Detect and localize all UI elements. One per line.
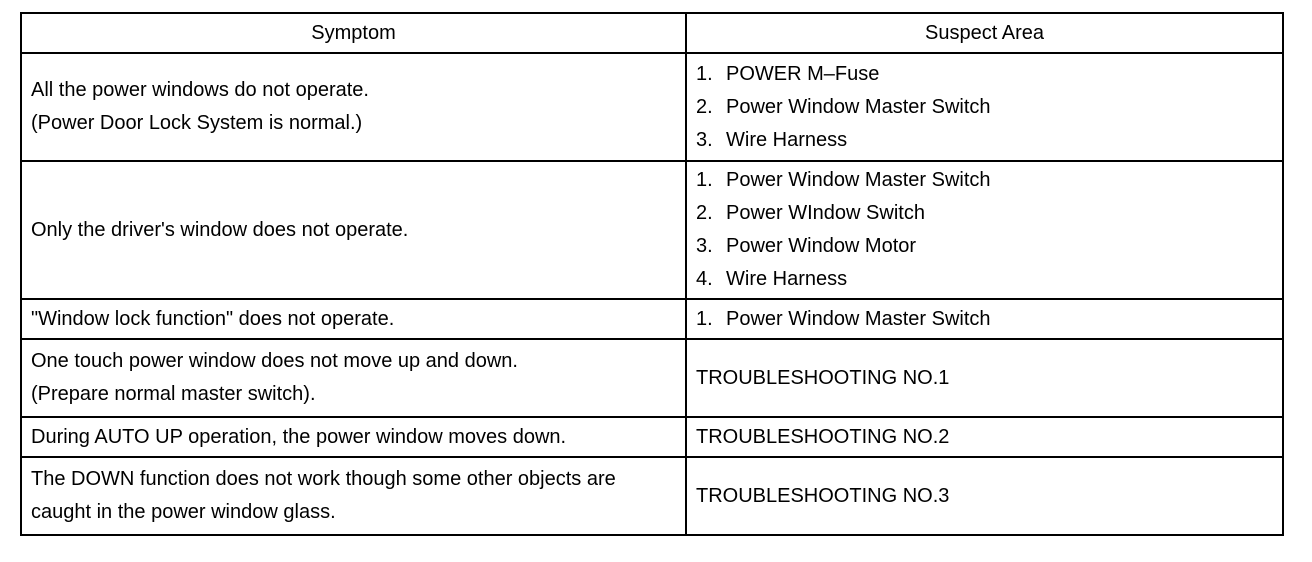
table-row — [21, 457, 1283, 535]
symptom-note: (Prepare normal master switch). — [31, 383, 316, 405]
troubleshooting-reference: TROUBLESHOOTING NO.1 — [696, 366, 950, 389]
symptom-note: (Power Door Lock System is normal.) — [31, 112, 363, 134]
symptom-cell — [21, 53, 686, 161]
symptom-cell — [21, 457, 686, 535]
suspect-area-cell — [686, 53, 1283, 161]
suspect-area-cell — [686, 417, 1283, 457]
suspect-item: 4. Wire Harness — [696, 268, 848, 290]
troubleshooting-table — [20, 12, 1284, 536]
table-row — [21, 339, 1283, 417]
suspect-area-cell — [686, 161, 1283, 299]
symptom-text-continued: caught in the power window glass. — [31, 501, 336, 523]
symptom-cell — [21, 299, 686, 339]
suspect-item: 2. Power Window Master Switch — [696, 95, 991, 118]
symptom-text: Only the driver's window does not operate. — [31, 218, 409, 241]
table-row — [21, 161, 1283, 299]
suspect-item: 1. POWER M–Fuse — [696, 62, 880, 85]
symptom-cell — [21, 339, 686, 417]
suspect-area-cell — [686, 299, 1283, 339]
symptom-text: All the power windows do not operate. — [31, 79, 369, 101]
table-row — [21, 299, 1283, 339]
symptom-cell — [21, 161, 686, 299]
table-row — [21, 417, 1283, 457]
symptom-text: The DOWN function does not work though some other objects are — [31, 468, 616, 490]
suspect-item: 1. Power Window Master Switch — [696, 169, 991, 191]
suspect-area-cell — [686, 339, 1283, 417]
suspect-item: 3. Wire Harness — [696, 128, 848, 151]
symptom-cell — [21, 417, 686, 457]
suspect-item: 2. Power WIndow Switch — [696, 202, 925, 224]
suspect-item: 3. Power Window Motor — [696, 235, 917, 257]
symptom-text: "Window lock function" does not operate. — [31, 307, 395, 330]
symptom-text: One touch power window does not move up and down. — [31, 350, 518, 372]
troubleshooting-reference: TROUBLESHOOTING NO.2 — [696, 425, 950, 448]
suspect-area-cell — [686, 457, 1283, 535]
table-row — [21, 53, 1283, 161]
symptom-text: During AUTO UP operation, the power window moves down. — [31, 425, 567, 448]
table-header-row — [21, 13, 1283, 53]
symptom-column-header: Symptom — [21, 13, 686, 53]
suspect-item: 1. Power Window Master Switch — [696, 307, 991, 330]
troubleshooting-reference: TROUBLESHOOTING NO.3 — [696, 484, 950, 507]
suspect-area-column-header: Suspect Area — [686, 13, 1283, 53]
